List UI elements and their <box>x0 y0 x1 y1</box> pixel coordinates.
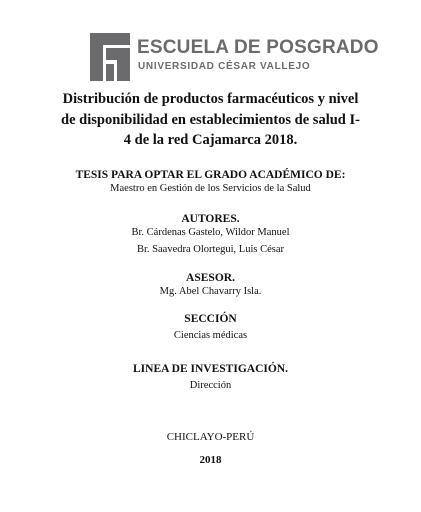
school-name: ESCUELA DE POSGRADO <box>137 37 379 58</box>
authors-block <box>0 212 421 257</box>
advisor-heading: ASESOR. <box>186 272 235 284</box>
authors-heading: AUTORES. <box>181 213 240 225</box>
research-line-block <box>0 362 421 393</box>
research-line-heading: LINEA DE INVESTIGACIÓN. <box>133 363 288 375</box>
research-line-value: Dirección <box>189 380 232 391</box>
place-block <box>0 430 421 444</box>
degree-value: Maestro en Gestión de los Servicios de la Salud <box>110 183 311 194</box>
university-logo <box>90 33 379 83</box>
degree-heading: TESIS PARA OPTAR EL GRADO ACADÉMICO DE: <box>75 169 346 181</box>
section-block <box>0 312 421 343</box>
thesis-title: Distribución de productos farmacéuticos y nivel de disponibilidad en establecimientos de salud I-4 de la red Cajamarca 2018. <box>61 91 360 148</box>
section-value: Ciencias médicas <box>173 330 248 341</box>
ucv-emblem-icon <box>90 33 130 81</box>
advisor-name: Mg. Abel Chavarry Isla. <box>159 286 262 297</box>
year-block <box>0 453 421 467</box>
author-name: Br. Saavedra Olortegui, Luis César <box>137 244 284 255</box>
university-name: UNIVERSIDAD CÉSAR VALLEJO <box>138 61 311 72</box>
author-name: Br. Cárdenas Gastelo, Wildor Manuel <box>131 227 290 238</box>
advisor-block <box>0 271 421 299</box>
degree-block <box>0 168 421 196</box>
year-label: 2018 <box>199 454 222 466</box>
place-label: CHICLAYO-PERÚ <box>166 431 255 443</box>
section-heading: SECCIÓN <box>184 313 237 325</box>
